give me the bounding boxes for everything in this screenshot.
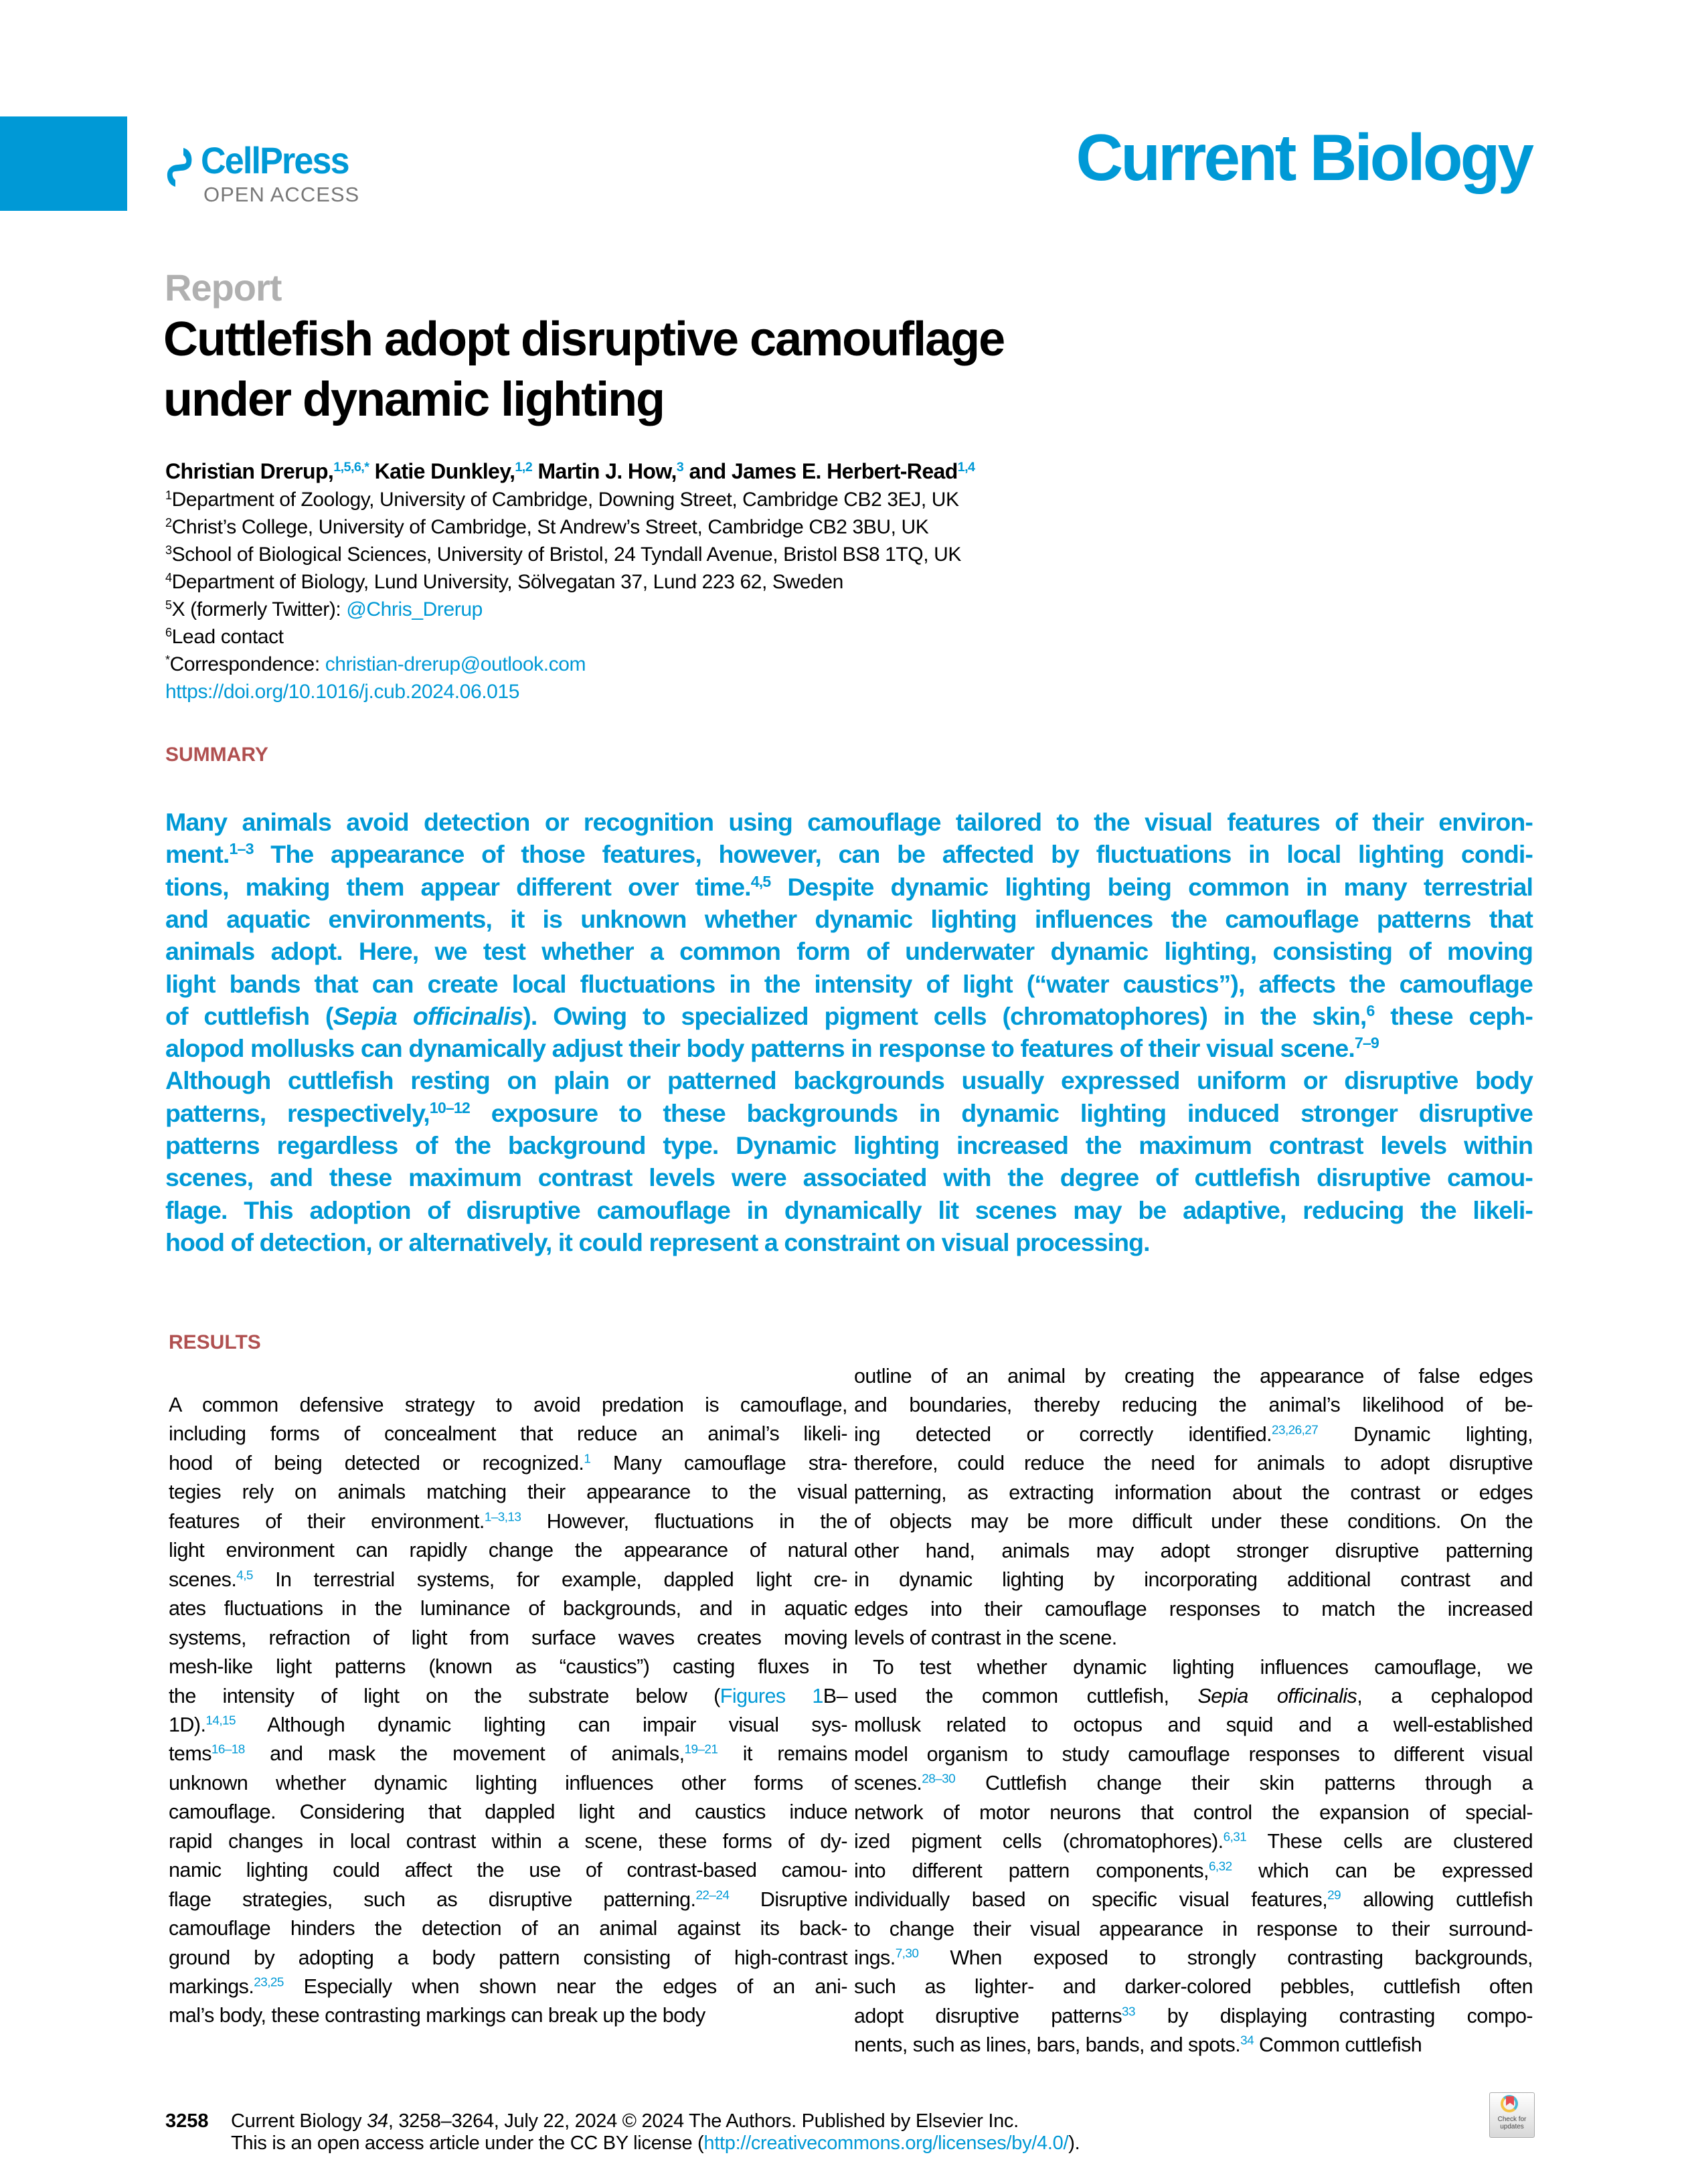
text-run: Especially when shown near the edges of an ani- [283,1975,847,1998]
text-run: These cells are clustered [1246,1830,1533,1853]
cellpress-logo[interactable] [166,139,394,212]
citation-ref[interactable]: 1–3 [229,840,254,858]
affiliation-number: 6 [165,626,172,640]
text-run: such as lighter- and darker-colored pebbles, cuttlefish often [854,1975,1533,1999]
summary-heading: SUMMARY [165,744,268,766]
text-run: ates fluctuations in the luminance of backgrounds, and in aquatic [169,1597,847,1620]
twitter-handle-link[interactable]: @Chris_Drerup [346,598,483,620]
journal-name[interactable]: Current Biology [1076,120,1531,194]
citation-ref[interactable]: 6 [1366,1002,1375,1020]
article-title-line: Cuttlefish adopt disruptive camouflage [163,313,1005,366]
text-line [854,1769,1533,1798]
citation-ref[interactable]: 22–24 [695,1888,730,1903]
affiliation-number: 1 [165,489,172,503]
citation-ref[interactable]: 4,5 [750,872,771,890]
text-run: tegies rely on animals matching their appearance to the visual [169,1481,847,1504]
text-run: tems [169,1742,212,1766]
text-run: camouflage. Considering that dappled light and caustics induce [169,1800,847,1824]
text-line [169,1536,847,1565]
citation-ref[interactable]: 1–3,13 [484,1510,521,1525]
text-line [854,1711,1533,1740]
citation-ref[interactable]: 16–18 [211,1743,245,1757]
citation-ref[interactable]: 29 [1327,1888,1341,1903]
doi-link[interactable]: https://doi.org/10.1016/j.cub.2024.06.015 [165,681,520,703]
text-run: When exposed to strongly contrasting backgrounds, [918,1946,1533,1969]
text-run: , a cephalopod [1357,1684,1533,1707]
article-title-line: under dynamic lighting [163,373,665,426]
author-affiliation-ref[interactable]: 1,5,6,* [333,460,369,475]
journal-color-tab [0,116,127,211]
text-run: and aquatic environments, it is unknown whether dynamic lighting influences the camouflage patterns that [165,904,1533,933]
text-run: namic lighting could affect the use of contrast-based camou- [169,1859,847,1882]
citation-ref[interactable]: 1 [584,1452,591,1466]
citation-ref[interactable]: 23,25 [254,1975,284,1990]
text-line [165,806,1533,838]
text-run: tions, making them appear different over time. [165,872,751,901]
text-run: into different pattern components, [854,1859,1209,1882]
text-line [165,1064,1533,1096]
text-run: Dynamic lighting, [1318,1422,1533,1446]
affiliation-text: Department of Zoology, University of Cambridge, Downing Street, Cambridge CB2 3EJ, UK [171,489,959,511]
text-line [169,1769,847,1798]
text-run: allowing cuttlefish [1341,1888,1533,1912]
citation-ref[interactable]: 7,30 [895,1946,919,1961]
text-line [169,1507,847,1536]
text-line [169,1624,847,1653]
text-run: ized pigment cells (chromatophores). [854,1830,1224,1853]
text-run: Despite dynamic lighting being common in many terrestrial [770,872,1533,901]
results-heading: RESULTS [169,1331,261,1353]
text-line [165,968,1533,1000]
species-name: Sepia officinalis [333,1001,523,1030]
text-run: scenes, and these maximum contrast levels were associated with the degree of cuttlefish disruptive camou- [165,1163,1533,1192]
text-run: therefore, could reduce the need for animals to adopt disruptive [854,1452,1533,1475]
text-line [854,1798,1533,1827]
text-line [169,1885,847,1914]
citation-ref[interactable]: 6,31 [1223,1830,1247,1845]
text-line [165,1194,1533,1226]
affiliation-text: Lead contact [171,626,284,648]
text-run: ). Owing to specialized pigment cells (chromatophores) in the skin, [523,1001,1367,1030]
text-line [165,1129,1533,1161]
text-run: ment. [165,840,230,869]
publisher-name: CellPress [201,139,349,181]
citation-ref[interactable]: 4,5 [236,1568,253,1583]
text-line [854,1449,1533,1478]
text-run: Common cuttlefish [1254,2033,1422,2057]
affiliation [165,487,959,513]
text-run: light environment can rapidly change the appearance of natural [169,1539,847,1562]
footer-journal: Current Biology [231,2110,367,2132]
text-line [169,1566,847,1594]
text-run: it remains [718,1742,847,1766]
text-line [854,1391,1533,1420]
text-run: Although dynamic lighting can impair visual sys- [235,1713,847,1736]
text-line [169,1914,847,1943]
text-run: animals adopt. Here, we test whether a common form of underwater dynamic lighting, consisting of moving [165,937,1533,966]
text-line [165,1226,1533,1258]
text-line [854,1595,1533,1624]
text-line [169,2001,847,2030]
text-run: However, fluctuations in the [521,1509,847,1533]
text-run: light bands that can create local fluctuations in the intensity of light (“water caustics”), affects the camouflage [165,969,1533,998]
license-text-end: ). [1068,2132,1080,2154]
text-line [165,935,1533,967]
text-line [165,838,1533,870]
text-line [169,1420,847,1448]
text-run: individually based on specific visual features, [854,1888,1328,1912]
open-access-label: OPEN ACCESS [203,183,360,206]
text-line [854,2031,1533,2060]
affiliation-text: Correspondence: [169,653,325,675]
text-line [854,1624,1533,1653]
text-run: these ceph- [1374,1001,1533,1030]
text-run: exposure to these backgrounds in dynamic lighting induced stronger disruptive [469,1098,1533,1127]
affiliation [165,514,928,541]
text-line [854,1827,1533,1856]
text-line [854,1507,1533,1536]
citation-ref[interactable]: 23,26,27 [1272,1423,1319,1438]
text-run: and mask the movement of animals, [244,1742,685,1766]
text-run: patterning, as extracting information about the contrast or edges [854,1481,1533,1504]
text-run: by displaying contrasting compo- [1134,2004,1533,2027]
text-line [169,1944,847,1972]
article-title [163,309,1004,430]
text-run: flage strategies, such as disruptive patterning. [169,1887,696,1911]
author-affiliation-ref[interactable]: 3 [676,460,684,475]
text-run: unknown whether dynamic lighting influences other forms of [169,1771,847,1794]
text-run: Many animals avoid detection or recognition using camouflage tailored to the visual features of their environ- [165,808,1533,836]
citation-ref[interactable]: 33 [1122,2005,1135,2019]
text-line [169,1653,847,1681]
text-run: adopt disruptive patterns [854,2004,1122,2027]
text-line [165,1032,1533,1064]
text-run: patterns, respectively, [165,1098,430,1127]
text-run: systems, refraction of light from surface waves creates moving [169,1626,847,1649]
affiliation-text: X (formerly Twitter): [171,598,347,620]
text-line [854,1653,1533,1682]
affiliation-number: 5 [165,598,172,612]
footer-citation: , 3258–3264, July 22, 2024 © 2024 The Authors. Published by Elsevier Inc. [388,2110,1019,2132]
text-line [169,1594,847,1623]
text-run: used the common cuttlefish, [854,1684,1198,1707]
text-line [854,1944,1533,1972]
text-run: of cuttlefish ( [165,1001,333,1030]
citation-line [231,2110,1019,2132]
affiliation-text: Department of Biology, Lund University, Sölvegatan 37, Lund 223 62, Sweden [171,571,843,593]
citation-ref[interactable]: 6,32 [1208,1859,1232,1874]
citation-ref[interactable]: 28–30 [922,1772,956,1786]
text-line [165,903,1533,935]
license-line [231,2132,1080,2155]
text-run: model organism to study camouflage responses to different visual [854,1742,1533,1766]
text-run: B– [823,1684,847,1707]
text-run: levels of contrast in the scene. [854,1626,1117,1650]
text-line [854,1915,1533,1944]
license-text: This is an open access article under the CC BY license ( [231,2132,704,2154]
text-run: Many camouflage stra- [590,1451,848,1475]
text-line [169,1827,847,1856]
text-run: mesh-like light patterns (known as “caustics”) casting fluxes in [169,1655,847,1679]
text-run: mal’s body, these contrasting markings can break up the body [169,2004,705,2027]
text-line [854,1972,1533,2001]
text-line [854,1537,1533,1566]
text-run: including forms of concealment that reduce an animal’s likeli- [169,1422,847,1446]
text-run: network of motor neurons that control the expansion of special- [854,1800,1533,1824]
text-run: hood of detection, or alternatively, it could represent a constraint on visual processing. [165,1228,1150,1256]
text-line [169,1740,847,1768]
check-for-updates-button[interactable] [1489,2092,1535,2138]
text-run: flage. This adoption of disruptive camouflage in dynamically lit scenes may be adaptive, reducing the likeli- [165,1195,1533,1224]
text-run: Although cuttlefish resting on plain or patterned backgrounds usually expressed uniform or disruptive body [165,1066,1533,1095]
text-line [854,1740,1533,1769]
text-line [169,1856,847,1885]
text-run: A common defensive strategy to avoid predation is camouflage, [169,1394,847,1416]
text-run: outline of an animal by creating the appearance of false edges [854,1365,1533,1388]
text-run: other hand, animals may adopt stronger disruptive patterning [854,1539,1533,1562]
text-line [854,1566,1533,1594]
text-line [169,1391,847,1420]
text-run: and boundaries, thereby reducing the animal’s likelihood of be- [854,1394,1533,1417]
citation-ref[interactable]: 19–21 [684,1743,718,1757]
affiliation-number: 3 [165,543,172,558]
text-line [169,1449,847,1478]
footer-volume: 34 [367,2110,388,2132]
text-run: Cuttlefish change their skin patterns through a [955,1772,1533,1795]
email-link[interactable]: christian-drerup@outlook.com [325,653,586,675]
text-run: in dynamic lighting by incorporating additional contrast and [854,1568,1533,1592]
check-for-updates-label: Check for updates [1497,2116,1527,2130]
text-run: The appearance of those features, however, can be affected by fluctuations in local lighting condi- [253,840,1533,869]
text-run: scenes. [169,1568,237,1591]
author-affiliation-ref[interactable]: 1,4 [957,460,975,475]
text-run: which can be expressed [1232,1859,1533,1882]
text-line [169,1682,847,1711]
text-run: camouflage hinders the detection of an animal against its back- [169,1917,847,1940]
text-run: markings. [169,1975,254,1998]
affiliation-text: School of Biological Sciences, University of Bristol, 24 Tyndall Avenue, Bristol BS8 1TQ, UK [171,543,961,566]
species-name: Sepia officinalis [1197,1684,1357,1707]
text-line [165,1097,1533,1129]
citation-ref[interactable]: 10–12 [429,1098,470,1116]
text-run: In terrestrial systems, for example, dappled light cre- [252,1568,847,1591]
affiliation-number: 2 [165,516,172,530]
text-run: the intensity of light on the substrate below ( [169,1684,720,1707]
text-line [854,1362,1533,1391]
text-run: features of their environment. [169,1509,485,1533]
text-line [169,1478,847,1507]
text-run: rapid changes in local contrast within a scene, these forms of dy- [169,1829,847,1853]
text-run: patterns regardless of the background type. Dynamic lighting increased the maximum contrast levels within [165,1131,1533,1159]
text-line [854,1885,1533,1914]
text-line [165,1161,1533,1193]
text-run: to change their visual appearance in response to their surround- [854,1917,1533,1940]
affiliation [165,569,843,596]
text-run: scenes. [854,1772,922,1795]
affiliation-text: Christ’s College, University of Cambridge, St Andrew’s Street, Cambridge CB2 3BU, UK [171,516,929,538]
text-line [165,1000,1533,1032]
text-run: edges into their camouflage responses to match the increased [854,1597,1533,1620]
text-run: Disruptive [729,1887,847,1911]
figure-link[interactable]: Figures 1 [720,1684,823,1707]
affiliation-social [165,596,483,623]
text-run: alopod mollusks can dynamically adjust their body patterns in response to features of their visual scene. [165,1034,1355,1063]
citation-ref[interactable]: 7–9 [1354,1034,1379,1052]
text-run: ings. [854,1946,896,1969]
affiliation [165,541,961,568]
citation-ref[interactable]: 34 [1240,2033,1254,2048]
text-line [169,1798,847,1827]
author-name: Martin J. How, [537,459,677,483]
license-link[interactable]: http://creativecommons.org/licenses/by/4.0/ [703,2132,1069,2154]
author-affiliation-ref[interactable]: 1,2 [515,460,533,475]
affiliation-number: * [165,653,170,667]
text-run: mollusk related to octopus and squid and a well-established [854,1713,1533,1737]
text-line [854,2002,1533,2031]
text-run: hood of being detected or recognized. [169,1451,584,1475]
author-name: Christian Drerup, [165,459,334,483]
author-name: and James E. Herbert-Read [689,459,958,483]
text-run: To test whether dynamic lighting influences camouflage, we [873,1655,1533,1679]
text-line [169,1972,847,2001]
affiliation-number: 4 [165,571,172,585]
text-run: ground by adopting a body pattern consisting of high-contrast [169,1946,847,1969]
text-run: of objects may be more difficult under these conditions. On the [854,1510,1533,1533]
citation-ref[interactable]: 14,15 [205,1713,236,1728]
cellpress-logo-icon [166,147,194,188]
text-line [854,1857,1533,1885]
author-list [165,458,975,485]
text-line [854,1420,1533,1449]
text-run: 1D). [169,1713,206,1736]
author-name: Katie Dunkley, [374,459,515,483]
affiliation-lead-contact [165,624,284,651]
text-run: ing detected or correctly identified. [854,1422,1272,1446]
text-line [165,871,1533,903]
page-number: 3258 [165,2110,209,2132]
text-line [854,1479,1533,1507]
text-line [854,1682,1533,1711]
correspondence [165,651,586,678]
article-type: Report [165,266,282,309]
text-line [169,1711,847,1740]
text-run: nents, such as lines, bars, bands, and spots. [854,2033,1241,2057]
